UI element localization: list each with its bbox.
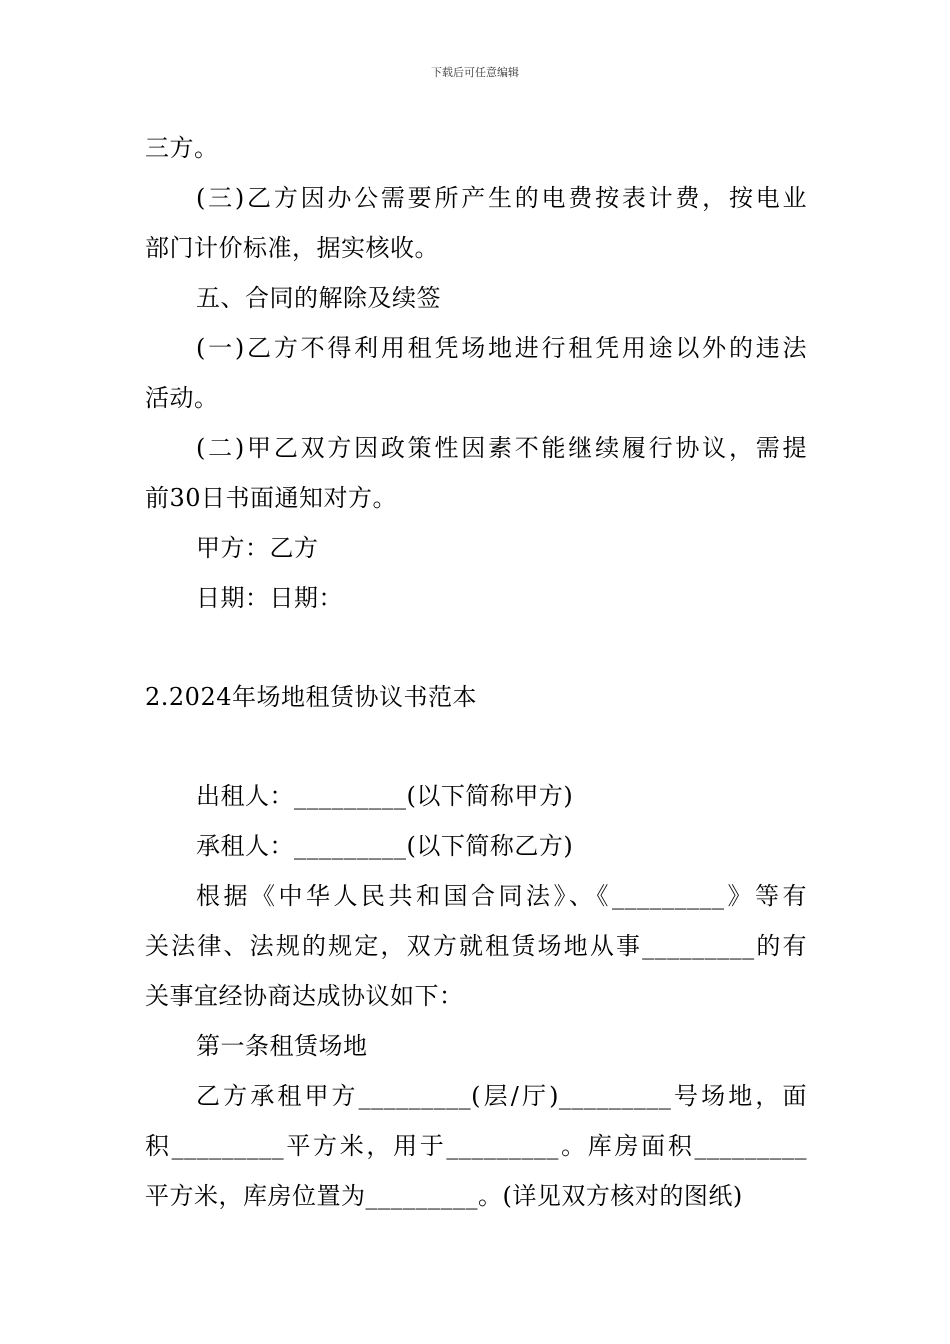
article-heading: 第一条租赁场地	[196, 1032, 368, 1060]
paragraph-line: 平方米，库房位置为_________。(详见双方核对的图纸)	[145, 1182, 743, 1210]
section-heading: 五、合同的解除及续签	[196, 284, 441, 312]
paragraph-line: 活动。	[145, 384, 219, 412]
lessor-line: 出租人：_________(以下简称甲方)	[196, 782, 574, 810]
signature-line: 甲方：乙方	[196, 534, 319, 562]
paragraph-line: 三方。	[145, 134, 219, 162]
paragraph-line: 根据《中华人民共和国合同法》、《_________》等有	[196, 882, 807, 910]
page-header: 下载后可任意编辑	[431, 66, 519, 79]
paragraph-line: 部门计价标准，据实核收。	[145, 234, 439, 262]
paragraph-line: (三)乙方因办公需要所产生的电费按表计费，按电业	[196, 184, 807, 212]
date-line: 日期：日期：	[196, 584, 343, 612]
paragraph-line: 前30日书面通知对方。	[145, 484, 398, 512]
paragraph-line: 关事宜经协商达成协议如下：	[145, 982, 464, 1010]
lessee-line: 承租人：_________(以下简称乙方)	[196, 832, 574, 860]
paragraph-line: 关法律、法规的规定，双方就租赁场地从事_________的有	[145, 932, 807, 960]
paragraph-line: 积_________平方米，用于_________。库房面积_________	[145, 1132, 807, 1160]
paragraph-line: (一)乙方不得利用租凭场地进行租凭用途以外的违法	[196, 334, 807, 362]
document-title: 2.2024年场地租赁协议书范本	[145, 683, 477, 711]
paragraph-line: 乙方承租甲方_________(层/厅)_________号场地，面	[196, 1082, 807, 1110]
paragraph-line: (二)甲乙双方因政策性因素不能继续履行协议，需提	[196, 434, 807, 462]
